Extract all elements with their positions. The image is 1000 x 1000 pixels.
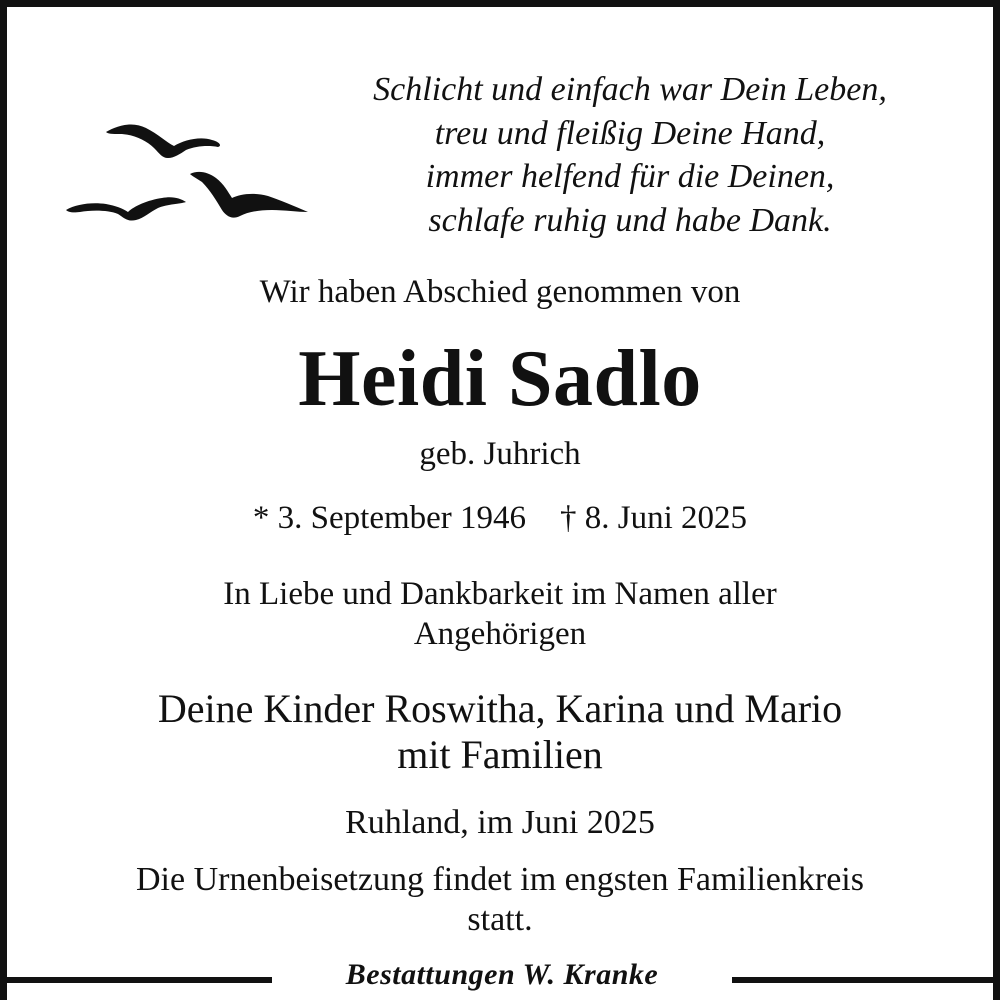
- family-line: Deine Kinder Roswitha, Karina und Mario: [157, 686, 843, 731]
- burial-note: [0, 860, 1000, 940]
- poem-line: immer helfend für die Deinen,: [425, 158, 835, 195]
- burial-line: statt.: [467, 901, 533, 938]
- life-dates: [0, 500, 1000, 537]
- undertaker-name: Bestattungen W. Kranke: [345, 958, 659, 991]
- poem-line: Schlicht und einfach war Dein Leben,: [373, 71, 887, 108]
- poem-line: schlafe ruhig und habe Dank.: [428, 201, 832, 239]
- footer-rule-left: [0, 977, 272, 983]
- thanks-line: In Liebe und Dankbarkeit im Namen aller: [223, 576, 777, 612]
- intro-text: Wir haben Abschied genommen von: [259, 274, 741, 310]
- death-date: † 8. Juni 2025: [560, 500, 748, 536]
- birth-date: * 3. September 1946: [252, 500, 527, 536]
- deceased-name: Heidi Sadlo: [298, 335, 702, 423]
- maiden-name: geb. Juhrich: [419, 436, 581, 472]
- bird-icon: [66, 197, 186, 220]
- family-line: mit Familien: [397, 732, 603, 777]
- flying-birds-icon: [62, 118, 314, 228]
- footer-rule-right: [732, 977, 1000, 983]
- burial-line: Die Urnenbeisetzung findet im engsten Familienkreis: [136, 861, 864, 898]
- family-signature: [0, 686, 1000, 778]
- poem: [320, 68, 940, 242]
- thanks-text: [0, 574, 1000, 654]
- bird-icon: [106, 125, 220, 158]
- place-date: Ruhland, im Juni 2025: [345, 804, 655, 841]
- bird-icon: [190, 172, 308, 218]
- thanks-line: Angehörigen: [413, 616, 587, 652]
- poem-line: treu und fleißig Deine Hand,: [434, 114, 826, 152]
